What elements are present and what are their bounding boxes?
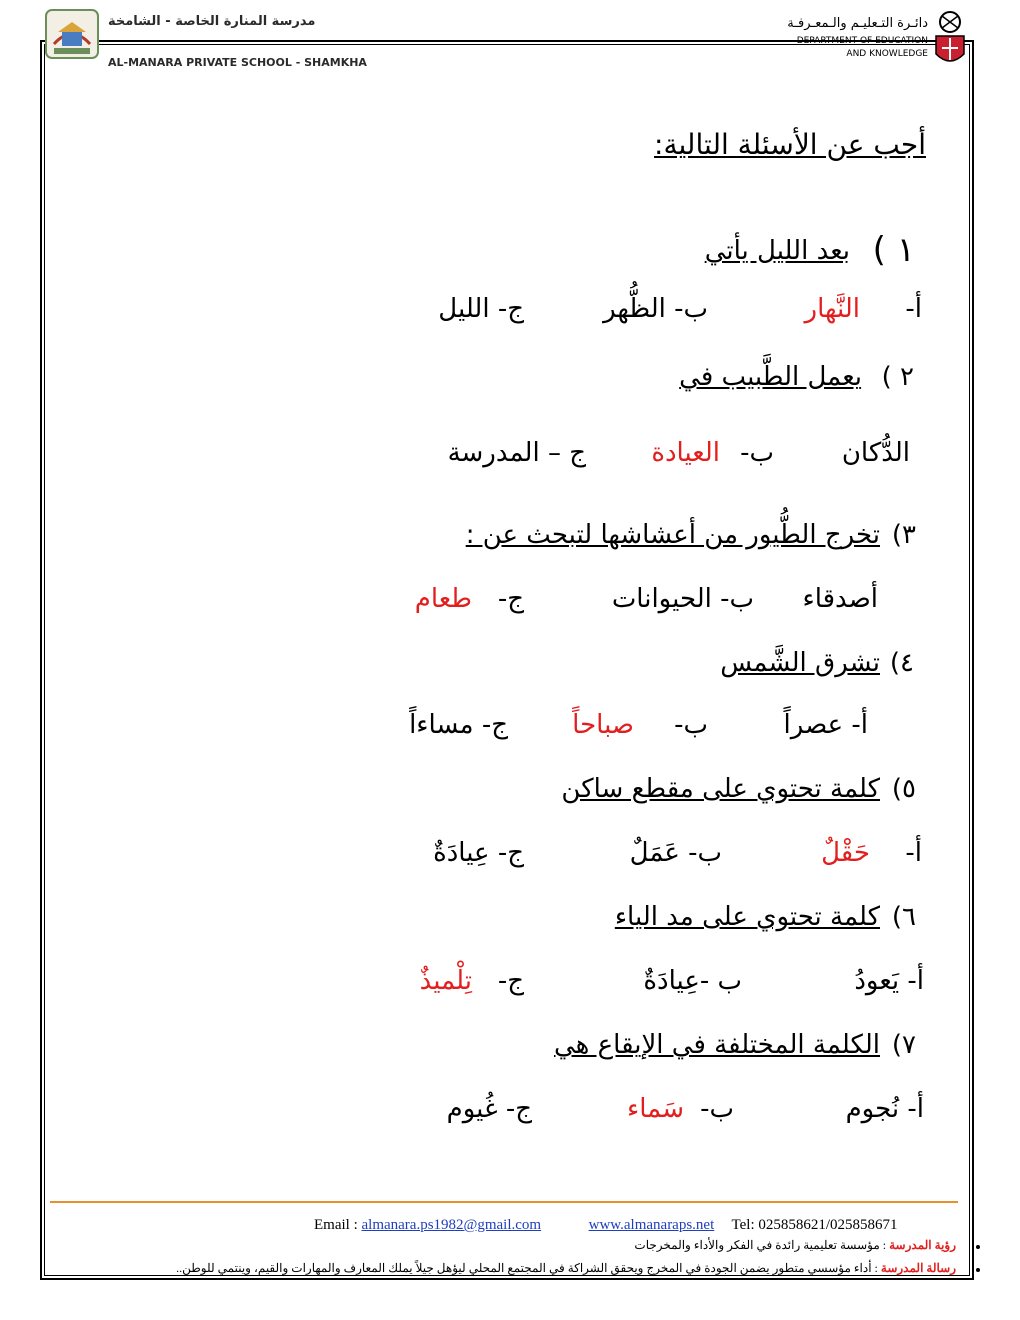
department-header [786,4,976,74]
footer-divider [50,1201,958,1203]
question-number: ٤) [889,648,914,678]
option-a: حَقْلٌ [821,838,870,868]
question-text: كلمة تحتوي على مد الياء [614,902,880,932]
question-number: ٣) [891,520,916,550]
vision-text: : مؤسسة تعليمية رائدة في الفكر والأداء والمخرجات [634,1238,887,1252]
vision-label: رؤية المدرسة [889,1238,956,1252]
department-name-ar: دائـرة التـعليـم والـمعـرفـة [787,16,928,31]
school-mission [176,1261,956,1276]
question-text: تخرج الطُّيور من أعشاشها لتبحث عن : [465,520,880,550]
option-c: طعام [414,584,472,614]
bullet-icon [976,1245,980,1249]
option-a-prefix: أ- [905,294,922,324]
option-a: الدُّكان [841,438,910,468]
question-number: ٧) [891,1030,916,1060]
option-a-prefix: أ- [905,838,922,868]
option-b: صباحاً [572,710,634,740]
option-c: ج- الليل [438,294,524,324]
question-text: تشرق الشَّمس [720,648,880,678]
option-b: ب- الظُّهر [603,294,708,324]
option-b-prefix: ب- [740,438,774,468]
email-label: Email : [314,1217,358,1233]
option-a: أ- يَعودُ [854,966,924,996]
bullet-icon [976,1268,980,1272]
school-logo-icon [44,4,100,64]
option-b: العيادة [651,438,720,468]
option-c-prefix: ج- [497,966,524,996]
phone-numbers: Tel: 025858621/025858671 [731,1217,898,1233]
option-b-prefix: ب- [674,710,708,740]
option-b: ب -عِيادَةٌ [643,966,742,996]
option-b: ب- عَمَلٌ [629,838,722,868]
school-header [44,4,367,69]
question-number: ١ ) [872,230,915,270]
option-b: سَماء [627,1094,684,1124]
department-name-en-2: AND KNOWLEDGE [846,49,928,59]
question-text: يعمل الطَّبيب في [679,362,862,392]
website-link[interactable]: www.almanaraps.net [588,1217,715,1233]
mission-label: رسالة المدرسة [880,1261,956,1275]
school-name-ar: مدرسة المنارة الخاصة - الشامخة [108,14,316,29]
school-name-en: AL-MANARA PRIVATE SCHOOL - SHAMKHA [108,56,367,69]
emirate-emblem-icon [932,8,968,70]
option-a: النَّهار [804,294,860,324]
page-title: أجب عن الأسئلة التالية: [654,128,926,161]
department-name-en-1: DEPARTMENT OF EDUCATION [796,36,928,46]
option-c: ج – المدرسة [447,438,586,468]
question-text: كلمة تحتوي على مقطع ساكن [561,774,880,804]
email-link[interactable]: almanara.ps1982@gmail.com [361,1217,542,1233]
footer-contact [314,1217,898,1234]
school-vision [634,1238,956,1253]
question-text: بعد الليل يأتي [704,236,850,266]
option-c-prefix: ج- [497,584,524,614]
option-a: أ- عصراً [783,710,868,740]
option-a: أ- نُجوم [845,1094,924,1124]
mission-text: : أداء مؤسسي متطور يضمن الجودة في المخرج ويحقق الشراكة في المجتمع المحلي ليؤهل جيلاً يملك المعارف والمهارات والقيم، وينتمي للوطن.. [176,1261,878,1275]
option-c: ج- عِيادَةٌ [433,838,524,868]
option-b: ب- الحيوانات [611,584,754,614]
question-text: الكلمة المختلفة في الإيقاع هي [553,1030,880,1060]
option-a: أصدقاء [802,584,878,614]
option-c: تِلْميذٌ [419,966,472,996]
option-b-prefix: ب- [700,1094,734,1124]
question-number: ٦) [891,902,916,932]
option-c: ج- غُيوم [446,1094,532,1124]
question-number: ٥) [891,774,916,804]
question-number: ٢ ) [881,362,914,392]
option-c: ج- مساءاً [409,710,508,740]
